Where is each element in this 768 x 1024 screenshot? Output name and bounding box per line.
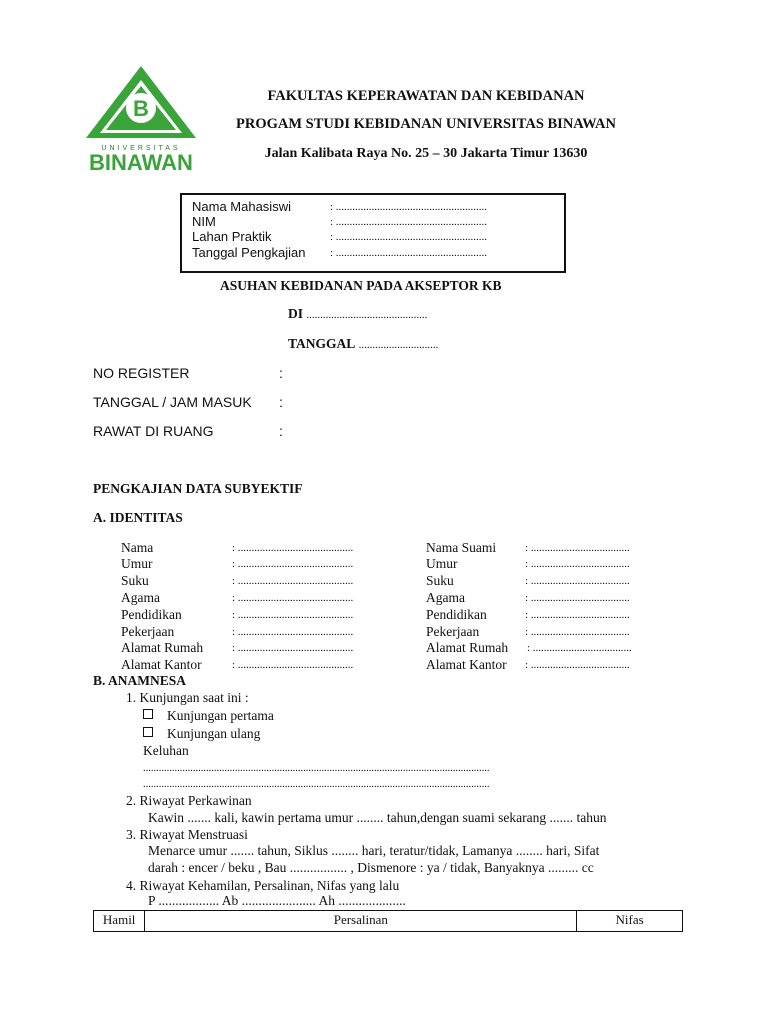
header-faculty: FAKULTAS KEPERAWATAN DAN KEBIDANAN: [267, 88, 585, 104]
entry-date-label: TANGGAL / JAM MASUK: [93, 394, 252, 410]
practice-site-label: Lahan Praktik: [192, 229, 272, 244]
repeat-visit-checkbox[interactable]: [143, 727, 153, 737]
menstruation-text-2[interactable]: darah : encer / beku , Bau ................. , Dismenore : ya / tidak, Banyaknya ......... cc: [148, 860, 594, 875]
header-program: PROGAM STUDI KEBIDANAN UNIVERSITAS BINAWAN: [235, 116, 616, 132]
col-hamil: Hamil: [94, 911, 145, 932]
history-table: [93, 910, 683, 932]
agama-suami-field[interactable]: : ....................................: [525, 592, 630, 604]
assessment-date-label: Tanggal Pengkajian: [192, 245, 306, 260]
student-nim-field[interactable]: : .......................................................: [330, 216, 488, 228]
pekerjaan-suami-label: Pekerjaan: [426, 624, 480, 639]
agama-suami-label: Agama: [426, 590, 465, 605]
pendidikan-label: Pendidikan: [121, 607, 182, 622]
umur-suami-label: Umur: [426, 556, 458, 571]
pendidikan-suami-field[interactable]: : ....................................: [525, 609, 630, 621]
alamat-kantor-label: Alamat Kantor: [121, 657, 202, 672]
first-visit-label: Kunjungan pertama: [167, 708, 274, 723]
di-line: [288, 306, 427, 322]
alamat-rumah-label: Alamat Rumah: [121, 640, 204, 655]
practice-site-field[interactable]: : .......................................................: [330, 231, 488, 243]
umur-label: Umur: [121, 556, 153, 571]
repeat-visit-label: Kunjungan ulang: [167, 726, 261, 741]
alamat-rumah-suami-field[interactable]: : ....................................: [527, 642, 632, 654]
logo-letter: B: [133, 96, 149, 121]
nama-label: Nama: [121, 540, 154, 555]
marriage-history-text[interactable]: Kawin ....... kali, kawin pertama umur ........ tahun,dengan suami sekarang ....... tahun: [148, 810, 607, 825]
agama-field[interactable]: : ..........................................: [232, 592, 354, 604]
first-visit-option[interactable]: [143, 708, 274, 724]
di-label: DI: [288, 306, 304, 321]
alamat-rumah-field[interactable]: : ..........................................: [232, 642, 354, 654]
header-address: Jalan Kalibata Raya No. 25 – 30 Jakarta Timur 13630: [264, 146, 588, 161]
tanggal-line: [288, 336, 438, 352]
marriage-history-item: 2. Riwayat Perkawinan: [126, 793, 252, 808]
col-persalinan: Persalinan: [145, 911, 577, 932]
visit-item: 1. Kunjungan saat ini :: [126, 690, 249, 705]
alamat-rumah-suami-label: Alamat Rumah: [426, 640, 509, 655]
repeat-visit-option[interactable]: [143, 726, 260, 742]
pekerjaan-field[interactable]: : ..........................................: [232, 626, 354, 638]
register-label: NO REGISTER: [93, 365, 190, 381]
pekerjaan-label: Pekerjaan: [121, 624, 175, 639]
keluhan-label: Keluhan: [143, 743, 189, 758]
pregnancy-history-item: 4. Riwayat Kehamilan, Persalinan, Nifas yang lalu: [126, 878, 400, 893]
menstruation-text-1[interactable]: Menarce umur ....... tahun, Siklus ........ hari, teratur/tidak, Lamanya ........ hari, Sifat: [148, 843, 600, 858]
agama-label: Agama: [121, 590, 160, 605]
menstruation-history-item: 3. Riwayat Menstruasi: [126, 827, 248, 842]
pendidikan-suami-label: Pendidikan: [426, 607, 487, 622]
suku-label: Suku: [121, 573, 149, 588]
di-field[interactable]: ............................................: [306, 309, 428, 321]
suku-suami-label: Suku: [426, 573, 454, 588]
alamat-kantor-field[interactable]: : ..........................................: [232, 659, 354, 671]
pregnancy-history-text[interactable]: P .................. Ab ...................... Ah ....................: [148, 893, 406, 908]
form-title: ASUHAN KEBIDANAN PADA AKSEPTOR KB: [220, 278, 502, 293]
student-name-label: Nama Mahasiswi: [192, 199, 291, 214]
nama-field[interactable]: : ..........................................: [232, 542, 354, 554]
pendidikan-field[interactable]: : ..........................................: [232, 609, 354, 621]
alamat-kantor-suami-field[interactable]: : ....................................: [525, 659, 630, 671]
col-nifas: Nifas: [577, 911, 683, 932]
university-logo: [78, 62, 204, 174]
pekerjaan-suami-field[interactable]: : ....................................: [525, 626, 630, 638]
tanggal-field[interactable]: .............................: [358, 339, 439, 351]
student-info-box: [180, 193, 566, 273]
first-visit-checkbox[interactable]: [143, 709, 153, 719]
suku-field[interactable]: : ..........................................: [232, 575, 354, 587]
assessment-date-field[interactable]: : .......................................................: [330, 247, 488, 259]
section-title: PENGKAJIAN DATA SUBYEKTIF: [93, 481, 303, 496]
nama-suami-label: Nama Suami: [426, 540, 497, 555]
alamat-kantor-suami-label: Alamat Kantor: [426, 657, 507, 672]
identitas-heading: A. IDENTITAS: [93, 510, 183, 525]
umur-field[interactable]: : ..........................................: [232, 558, 354, 570]
logo-arc-text: UNIVERSITAS: [101, 145, 181, 152]
logo-name: BINAWAN: [89, 150, 193, 174]
student-nim-label: NIM: [192, 214, 216, 229]
entry-date-colon: :: [279, 394, 283, 410]
student-name-field[interactable]: : .......................................................: [330, 201, 488, 213]
register-colon: :: [279, 365, 283, 381]
ward-colon: :: [279, 423, 283, 439]
keluhan-line-2[interactable]: ....................................................................................................................................: [143, 779, 490, 790]
keluhan-line-1[interactable]: ....................................................................................................................................: [143, 763, 490, 774]
suku-suami-field[interactable]: : ....................................: [525, 575, 630, 587]
table-header-row: [94, 911, 683, 932]
anamnesa-heading: B. ANAMNESA: [93, 673, 187, 688]
tanggal-label: TANGGAL: [288, 336, 356, 351]
umur-suami-field[interactable]: : ....................................: [525, 558, 630, 570]
ward-label: RAWAT DI RUANG: [93, 423, 214, 439]
nama-suami-field[interactable]: : ....................................: [525, 542, 630, 554]
